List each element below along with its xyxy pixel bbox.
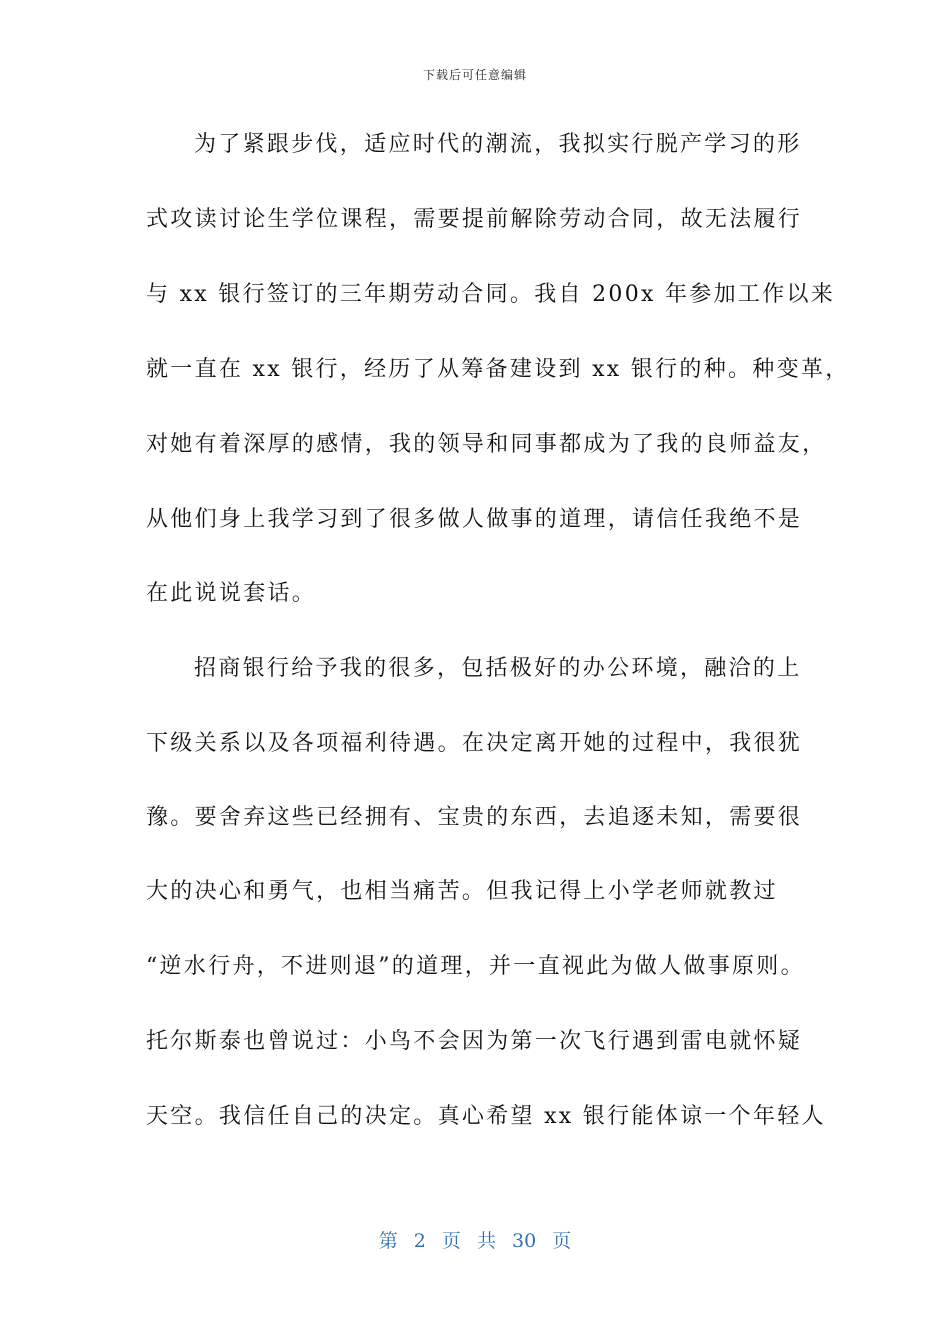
- paragraph-1-line-6: 从他们身上我学习到了很多做人做事的道理，请信任我绝不是: [146, 507, 803, 532]
- paragraph-2-line-7: 天空。我信任自己的决定。真心希望 xx 银行能体谅一个年轻人: [146, 1104, 826, 1129]
- paragraph-2-line-1: 招商银行给予我的很多，包括极好的办公环境，融洽的上: [194, 656, 802, 681]
- paragraph-1-line-5: 对她有着深厚的感情，我的领导和同事都成为了我的良师益友，: [146, 432, 827, 457]
- paragraph-1-line-7: 在此说说套话。: [146, 581, 317, 606]
- paragraph-2-line-3: 豫。要舍弃这些已经拥有、宝贵的东西，去追逐未知，需要很: [146, 805, 803, 830]
- paragraph-1-line-3: 与 xx 银行签订的三年期劳动合同。我自 200x 年参加工作以来: [146, 282, 836, 307]
- page-header: 下载后可任意编辑: [422, 68, 527, 82]
- paragraph-1-line-4: 就一直在 xx 银行，经历了从筹备建设到 xx 银行的种。种变革，: [146, 357, 850, 382]
- paragraph-1-line-2: 式攻读讨论生学位课程，需要提前解除劳动合同，故无法履行: [146, 207, 803, 232]
- paragraph-2-line-4: 大的决心和勇气，也相当痛苦。但我记得上小学老师就教过: [146, 879, 778, 904]
- paragraph-2-line-6: 托尔斯泰也曾说过：小鸟不会因为第一次飞行遇到雷电就怀疑: [146, 1029, 803, 1054]
- paragraph-2-line-5: “逆水行舟，不进则退”的道理，并一直视此为做人做事原则。: [146, 954, 805, 979]
- paragraph-2-line-2: 下级关系以及各项福利待遇。在决定离开她的过程中，我很犹: [146, 731, 803, 756]
- paragraph-1-line-1: 为了紧跟步伐，适应时代的潮流，我拟实行脱产学习的形: [194, 132, 802, 157]
- page-number: 第 2 页 共 30 页: [378, 1230, 572, 1252]
